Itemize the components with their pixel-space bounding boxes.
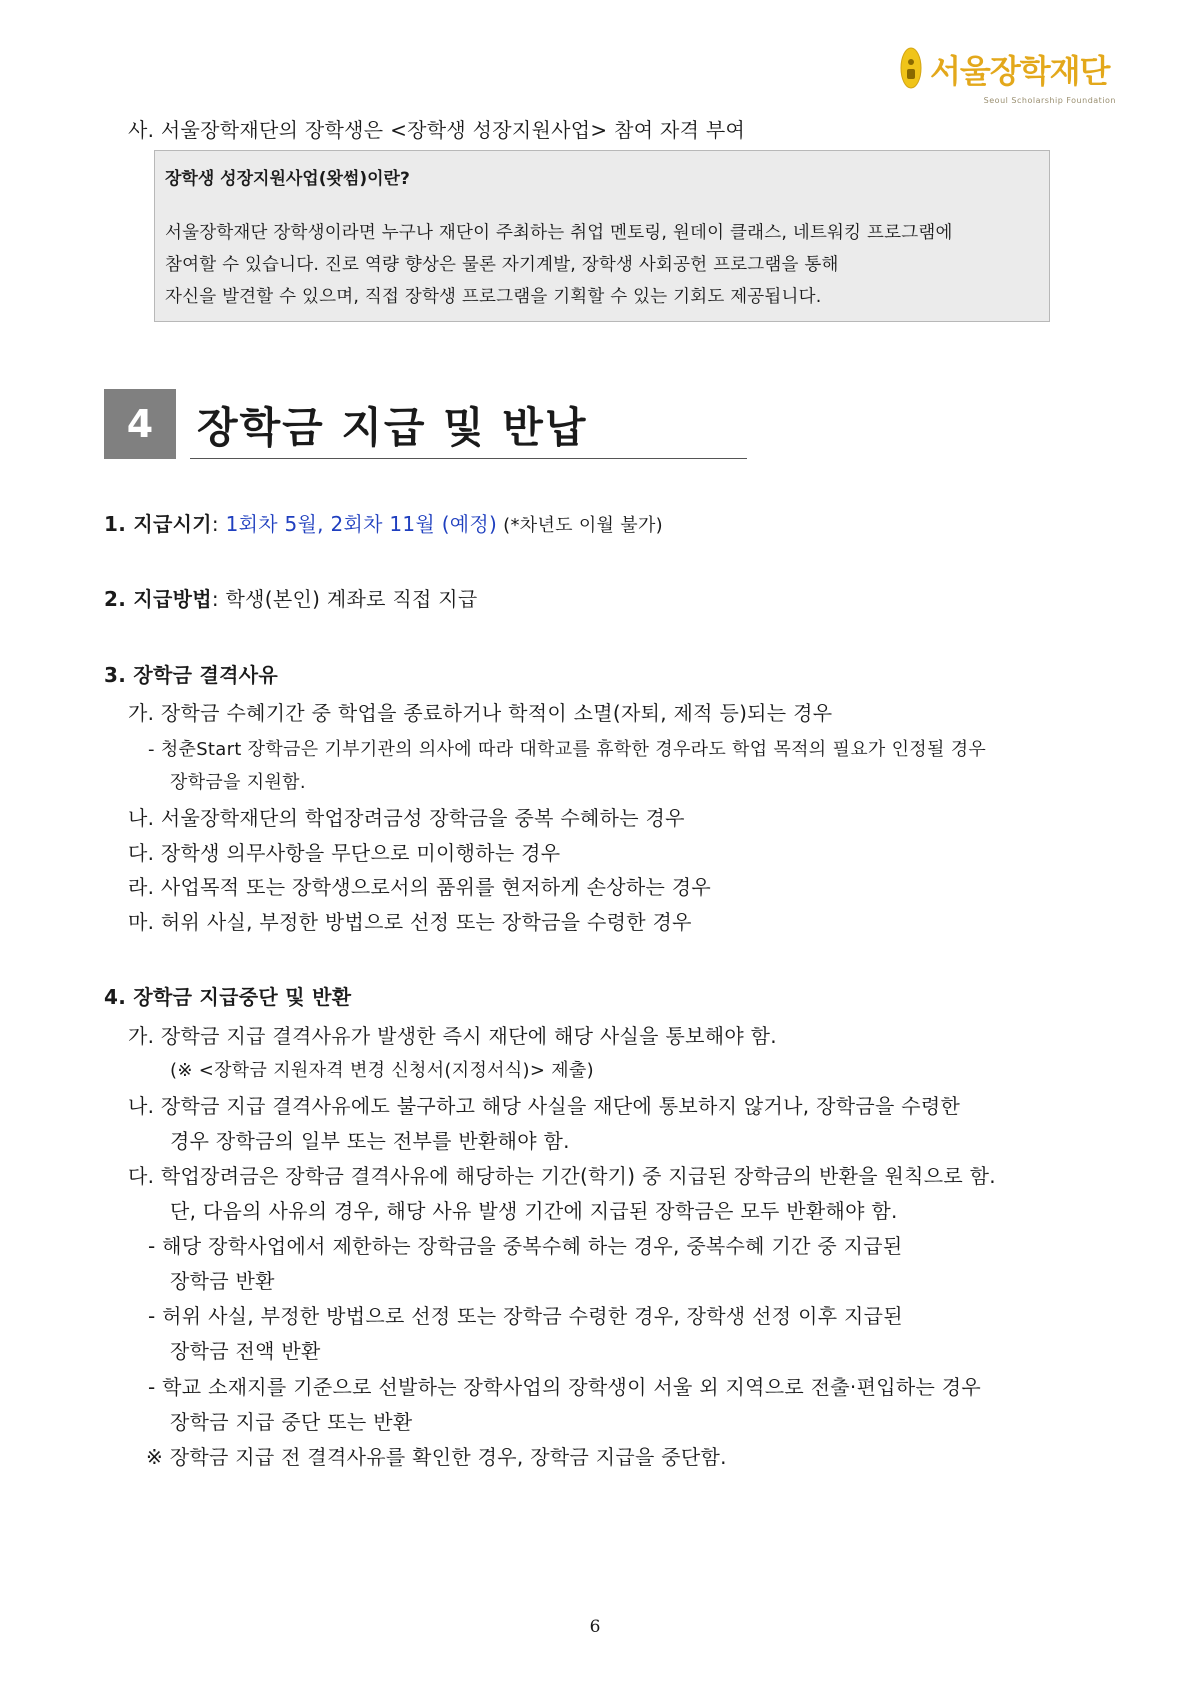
disqualification-subitem: - 청춘Start 장학금은 기부기관의 의사에 따라 대학교를 휴학한 경우라도 학업 목적의 필요가 인정될 경우 (148, 739, 987, 760)
suspension-subitem-cont: 장학금 전액 반환 (170, 1339, 321, 1363)
suspension-subitem: - 학교 소재지를 기준으로 선발하는 장학사업의 장학생이 서울 외 지역으로 전출·편입하는 경우 (148, 1375, 981, 1399)
payment-schedule-note: (*차년도 이월 불가) (497, 515, 663, 536)
info-box-title: 장학생 성장지원사업(왓썸)이란? (165, 169, 410, 189)
logo-mark (896, 42, 1116, 98)
logo-wordmark: 서울장학재단 (930, 52, 1110, 90)
suspension-item-cont: 경우 장학금의 일부 또는 전부를 반환해야 함. (170, 1129, 570, 1153)
info-box-line: 참여할 수 있습니다. 진로 역량 향상은 물론 자기계발, 장학생 사회공헌 프로그램을 통해 (165, 255, 839, 275)
section-number: 4 (104, 389, 176, 459)
payment-method-label: 2. 지급방법 (104, 587, 212, 611)
payment-schedule (104, 508, 663, 537)
disqualification-item: 마. 허위 사실, 부정한 방법으로 선정 또는 장학금을 수령한 경우 (128, 910, 692, 934)
qualification-item: 사. 서울장학재단의 장학생은 <장학생 성장지원사업> 참여 자격 부여 (128, 118, 746, 142)
disqualification-heading: 3. 장학금 결격사유 (104, 663, 278, 687)
suspension-subitem-cont: 장학금 지급 중단 또는 반환 (170, 1410, 413, 1434)
suspension-item: 나. 장학금 지급 결격사유에도 불구하고 해당 사실을 재단에 통보하지 않거나, 장학금을 수령한 (128, 1094, 961, 1118)
payment-schedule-label: 1. 지급시기 (104, 512, 212, 536)
suspension-subitem: - 허위 사실, 부정한 방법으로 선정 또는 장학금 수령한 경우, 장학생 선정 이후 지급된 (148, 1304, 903, 1328)
suspension-item-cont: 단, 다음의 사유의 경우, 해당 사유 발생 기간에 지급된 장학금은 모두 반환해야 함. (170, 1199, 898, 1223)
disqualification-item: 라. 사업목적 또는 장학생으로서의 품위를 현저하게 손상하는 경우 (128, 875, 711, 899)
info-box-line: 서울장학재단 장학생이라면 누구나 재단이 주최하는 취업 멘토링, 원데이 클래스, 네트워킹 프로그램에 (165, 223, 953, 243)
suspension-item: 다. 학업장려금은 장학금 결격사유에 해당하는 기간(학기) 중 지급된 장학금의 반환을 원칙으로 함. (128, 1164, 996, 1188)
disqualification-item: 나. 서울장학재단의 학업장려금성 장학금을 중복 수혜하는 경우 (128, 806, 685, 830)
suspension-subitem: - 해당 장학사업에서 제한하는 장학금을 중복수혜 하는 경우, 중복수혜 기간 중 지급된 (148, 1234, 903, 1258)
suspension-item: 가. 장학금 지급 결격사유가 발생한 즉시 재단에 해당 사실을 통보해야 함. (128, 1024, 777, 1048)
payment-schedule-value: 1회차 5월, 2회차 11월 (예정) (225, 512, 498, 536)
suspension-heading: 4. 장학금 지급중단 및 반환 (104, 985, 352, 1009)
disqualification-item: 가. 장학금 수혜기간 중 학업을 종료하거나 학적이 소멸(자퇴, 제적 등)되는 경우 (128, 701, 833, 725)
disqualification-subitem-cont: 장학금을 지원함. (170, 772, 306, 793)
payment-method (104, 583, 478, 612)
foundation-logo (896, 42, 1116, 105)
payment-schedule-sep: : (211, 512, 226, 536)
suspension-subitem-cont: 장학금 반환 (170, 1269, 275, 1293)
disqualification-item: 다. 장학생 의무사항을 무단으로 미이행하는 경우 (128, 841, 561, 865)
suspension-item-cont: (※ <장학금 지원자격 변경 신청서(지정서식)> 제출) (170, 1060, 594, 1081)
section-underline (190, 458, 747, 459)
suspension-note: ※ 장학금 지급 전 결격사유를 확인한 경우, 장학금 지급을 중단함. (146, 1445, 727, 1469)
section-title: 장학금 지급 및 반납 (197, 403, 588, 452)
info-box-line: 자신을 발견할 수 있으며, 직접 장학생 프로그램을 기획할 수 있는 기회도 제공됩니다. (165, 287, 822, 307)
logo-subtext: Seoul Scholarship Foundation (983, 96, 1116, 105)
page-number: 6 (589, 1617, 601, 1637)
payment-method-value: : 학생(본인) 계좌로 직접 지급 (211, 587, 478, 611)
